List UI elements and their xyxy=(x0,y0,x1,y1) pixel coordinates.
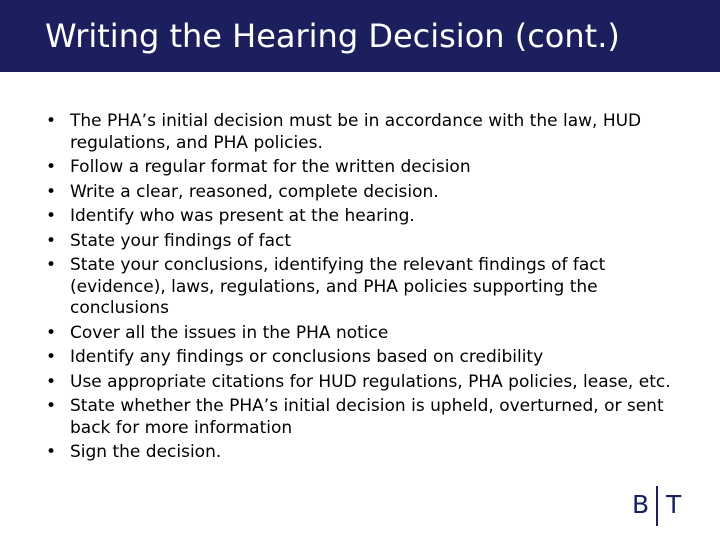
bullet-item xyxy=(46,231,686,253)
bullet-item xyxy=(46,206,686,228)
bullet-item xyxy=(46,323,686,345)
bullet-item xyxy=(46,396,686,439)
bullet-icon: • xyxy=(46,347,57,367)
bullet-text: Identify any findings or conclusions based on credibility xyxy=(70,347,544,367)
bullet-text: State whether the PHA’s initial decision is upheld, overturned, or sent back for more information xyxy=(70,396,664,438)
bullet-item xyxy=(46,442,686,464)
bullet-text: Follow a regular format for the written decision xyxy=(70,157,471,177)
bullet-icon: • xyxy=(46,157,57,177)
bullet-item xyxy=(46,111,686,154)
bullet-text: Cover all the issues in the PHA notice xyxy=(70,322,389,343)
logo-divider xyxy=(656,486,658,526)
bullet-icon: • xyxy=(46,396,57,416)
bullet-text: The PHA’s initial decision must be in accordance with the law, HUD regulations, and PHA policies. xyxy=(70,111,642,153)
bullet-icon: • xyxy=(46,230,57,251)
bullet-text: Write a clear, reasoned, complete decision. xyxy=(70,181,439,202)
logo-letter-t: T xyxy=(666,490,682,519)
slide-title: Writing the Hearing Decision (cont.) xyxy=(45,17,620,55)
bullet-text: Sign the decision. xyxy=(70,442,222,462)
logo-letter-b: B xyxy=(632,490,650,519)
title-bar xyxy=(0,0,720,72)
bullet-item xyxy=(46,182,686,204)
bullet-item xyxy=(46,372,686,394)
bullet-item xyxy=(46,347,686,369)
bullet-text: Use appropriate citations for HUD regulations, PHA policies, lease, etc. xyxy=(70,371,671,392)
bullet-icon: • xyxy=(46,371,57,392)
bullet-icon: • xyxy=(46,181,57,202)
bullet-icon: • xyxy=(46,322,57,343)
bullet-icon: • xyxy=(46,111,57,131)
bullet-list xyxy=(46,111,686,467)
bullet-icon: • xyxy=(46,442,57,462)
bullet-item xyxy=(46,157,686,179)
bullet-text: State your findings of fact xyxy=(70,230,292,251)
bt-logo xyxy=(632,487,686,523)
bullet-icon: • xyxy=(46,206,57,226)
bullet-text: State your conclusions, identifying the relevant findings of fact (evidence), laws, regulations, and PHA policies supporting the conclusions xyxy=(70,255,606,318)
bullet-item xyxy=(46,255,686,320)
bullet-text: Identify who was present at the hearing. xyxy=(70,206,415,226)
bullet-icon: • xyxy=(46,255,57,275)
